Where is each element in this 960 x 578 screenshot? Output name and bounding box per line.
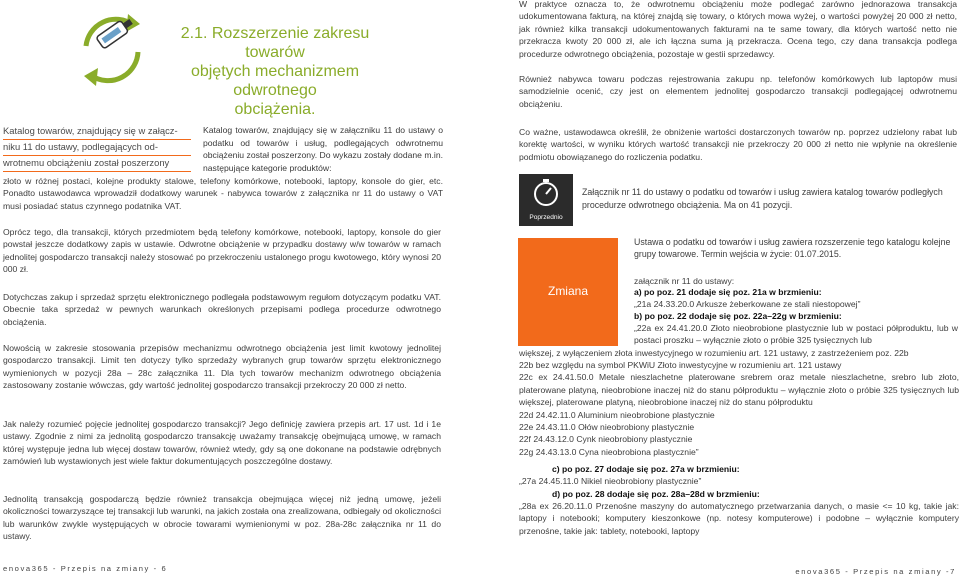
left-paragraph-2: Dotychczas zakup i sprzedaż sprzętu elektronicznego podlegała podstawowym regułom dotyczącym podatku VAT. Obecnie taka sprzedaż w pewnych warunkach określonych przepisami podlega procedurze odwrotnego obciążenia. (3, 292, 441, 327)
section-title-line3: obciążenia. (234, 101, 316, 118)
zmiana-b-item-start: „22a ex 24.41.20.0 Złoto nieobrobione plastycznie lub w postaci półproduktu, lub w postaci proszku – wyłącznie złoto o próbie 325 tysięcznych lub (634, 323, 958, 346)
list-item: 22f 24.43.12.0 Cynk nieobrobiony plastycznie (519, 434, 693, 445)
catalog-side-line2: niku 11 do ustawy, podlegających od- (3, 140, 191, 156)
list-item: 22b bez względu na symbol PKWiU Złoto inwestycyjne w rozumieniu art. 121 ustawy (519, 360, 842, 370)
zmiana-d-head: d) po poz. 28 dodaje się poz. 28a–28d w brzmieniu: (552, 489, 760, 499)
zmiana-d-item: „28a ex 26.20.11.0 Przenośne maszyny do automatycznego przetwarzania danych, o masie <= 10 kg, takie jak: laptopy i notebooki; komputery kieszonkowe (np. notesy komputerowe) i podobne – wyłącznie komputery przenośne, takie jak: tablety, notebooki, laptopy (519, 501, 959, 536)
zmiana-badge (518, 238, 618, 346)
zmiana-intro: Ustawa o podatku od towarów i usług zawiera rozszerzenie tego katalogu kolejne grupy towarowe. Termin wejścia w życie: 01.07.2015. (634, 237, 951, 260)
zmiana-a-head: a) po poz. 21 dodaje się poz. 21a w brzmieniu: (634, 287, 822, 297)
catalog-side-note (3, 124, 191, 172)
footer-right: enova365 - Przepis na zmiany -7 (795, 567, 956, 576)
zmiana-label: Zmiana (547, 284, 588, 298)
list-item: 22c ex 24.41.50.0 Metale nieszlachetne platerowane srebrem oraz metale nieszlachetne, srebro lub złoto, platerowane platyną, nieobrobione inaczej niż do stanu półproduktu – wyłącznie złoto o próbie 325 tysięcznych lub większej, platerowane platyną, nieobrobione inaczej niż do stanu półproduktu (519, 372, 959, 408)
poprzednio-badge (519, 174, 573, 226)
zmiana-b-lines (519, 359, 959, 458)
catalog-side-line1: Katalog towarów, znajdujący się w załącz- (3, 124, 191, 140)
left-paragraph-1: Oprócz tego, dla transakcji, których przedmiotem będą telefony komórkowe, notebooki, laptopy, konsole do gier powstał jeszcze dodatkowy zapis w ustawie. Odwrotne obciążenie w przypadku dostawy w/w towarów w ramach jednolitej gospodarczo transakcji należy stosować po przekroczeniu ustalonego progu kwotowego, który wynosi 20 000 zł. (3, 227, 441, 275)
zmiana-a-item: „21a 24.33.20.0 Arkusze żeberkowane ze stali niestopowej” (634, 299, 861, 309)
zmiana-c-head: c) po poz. 27 dodaje się poz. 27a w brzmieniu: (552, 464, 740, 474)
list-item: 22e 24.43.11.0 Ołów nieobrobiony plastycznie (519, 422, 695, 433)
catalog-paragraph-2: złoto w różnej postaci, kolejne produkty stalowe, telefony komórkowe, notebooki, laptopy, konsole do gier, etc. Ponadto ustawodawca wprowadził dodatkowy warunek - nabywca towarów z załącznika nr 11 do ustawy o VAT musi posiadać status czynnego podatnika VAT. (3, 176, 443, 211)
footer-left: enova365 - Przepis na zmiany - 6 (3, 564, 168, 573)
poprzednio-label: Poprzednio (529, 214, 563, 221)
list-item: 22g 24.43.13.0 Cyna nieobrobiona plastycznie” (519, 446, 699, 457)
catalog-paragraph-1: Katalog towarów, znajdujący się w załączniku 11 do ustawy o podatku od towarów i usług, podlegających odwrotnemu obciążeniu został poszerzony. Do wykazu zostały dodane m.in. następujące kategorie produktów: (203, 125, 443, 173)
poprzednio-text: Załącznik nr 11 do ustawy o podatku od towarów i usług zawiera katalog towarów podległych procedurze odwrotnego obciążenia. Ma on 41 pozycji. (582, 187, 943, 210)
zmiana-annex: załącznik nr 11 do ustawy: (634, 276, 735, 286)
right-paragraph-2: Również nabywca towaru podczas rejestrowania zakupu np. telefonów komórkowych lub laptopów musi samodzielnie ocenić, czy jest on elementem jednolitej gospodarczo transakcji podlegającej odwrotnemu obciążeniu. (519, 74, 957, 109)
zmiana-c-item: „27a 24.45.11.0 Nikiel nieobrobiony plastycznie” (519, 476, 702, 486)
catalog-side-line3: wrotnemu obciążeniu został poszerzony (3, 156, 191, 172)
list-item: 22d 24.42.11.0 Aluminium nieobrobione plastycznie (519, 409, 715, 420)
zmiana-b-head: b) po poz. 22 dodaje się poz. 22a–22g w brzmieniu: (634, 311, 842, 321)
section-title-line2: objętych mechanizmem odwrotnego (190, 63, 360, 99)
right-paragraph-1: W praktyce oznacza to, że odwrotnemu obciążeniu może podlegać zarówno jednorazowa transakcja udokumentowana fakturą, na której znajdą się towary, o których mowa wyżej, o wartości powyżej 20 000 zł netto, jak również kilka transakcji udokumentowanych fakturami na te same towary, dla których wartość netto nie przekracza kwoty 20 000 zł, ale ich łączna suma ją przekracza. Ocena tego, czy dana transakcja podlega procedurze odwrotnego obciążenia, pozostaje w gestii sprzedawcy. (519, 0, 957, 59)
left-paragraph-3: Nowością w zakresie stosowania przepisów mechanizmu odwrotnego obciążenia jest limit kwotowy jednolitej gospodarczo transakcji. Limit ten dotyczy tylko sprzedaży wybranych grup towarów sprzętu elektronicznego wymienionych w pozycji 28a – 28c załącznika 11. Dla tych towarów mechanizm odwrotnego obciążenia zastosowany zostanie wówczas, gdy wartość jednolitej gospodarczo transakcji przekroczy 20 000 zł netto. (3, 343, 441, 391)
section-title (150, 24, 400, 119)
recycle-arrows-icon (72, 6, 152, 94)
left-paragraph-4: Jak należy rozumieć pojęcie jednolitej gospodarczo transakcji? Jego definicję zawiera przepis art. 17 ust. 1d i 1e ustawy. Zgodnie z nimi za jednolitą gospodarczo transakcję uważamy transakcję obejmującą umowę, w ramach której występuje jedna lub więcej dostaw towarów, również wtedy, gdy są one dokonane na podstawie odrębnych zamówień lub wystawionych jest wiele faktur dokumentujących poszczególne dostawy. (3, 419, 441, 467)
section-title-line1: 2.1. Rozszerzenie zakresu towarów (180, 25, 370, 61)
stopwatch-icon (531, 178, 561, 208)
right-paragraph-3: Co ważne, ustawodawca określił, że obniżenie wartości dostarczonych towarów np. poprzez udzielony rabat lub korektę wartości, w wyniku których wartość transakcji nie przekroczy 20 000 zł netto nie wpłynie na określenie podmiotu obowiązanego do rozliczenia podatku. (519, 127, 957, 162)
zmiana-b-item-cont: większej, z wyłączeniem złota inwestycyjnego w rozumieniu art. 121 ustawy, z zastrzeżeniem poz. 22b (519, 348, 909, 358)
left-paragraph-5: Jednolitą transakcją gospodarczą będzie również transakcja obejmująca więcej niż jedną umowę, jeżeli okoliczności towarzyszące tej transakcji lub warunki, na jakich została ona zrealizowana, odbiegały od okoliczności lub warunków zwykle występujących w obrocie towarami wymienionymi w poz. 28a-28c załącznika nr 11 do ustawy. (3, 494, 441, 542)
